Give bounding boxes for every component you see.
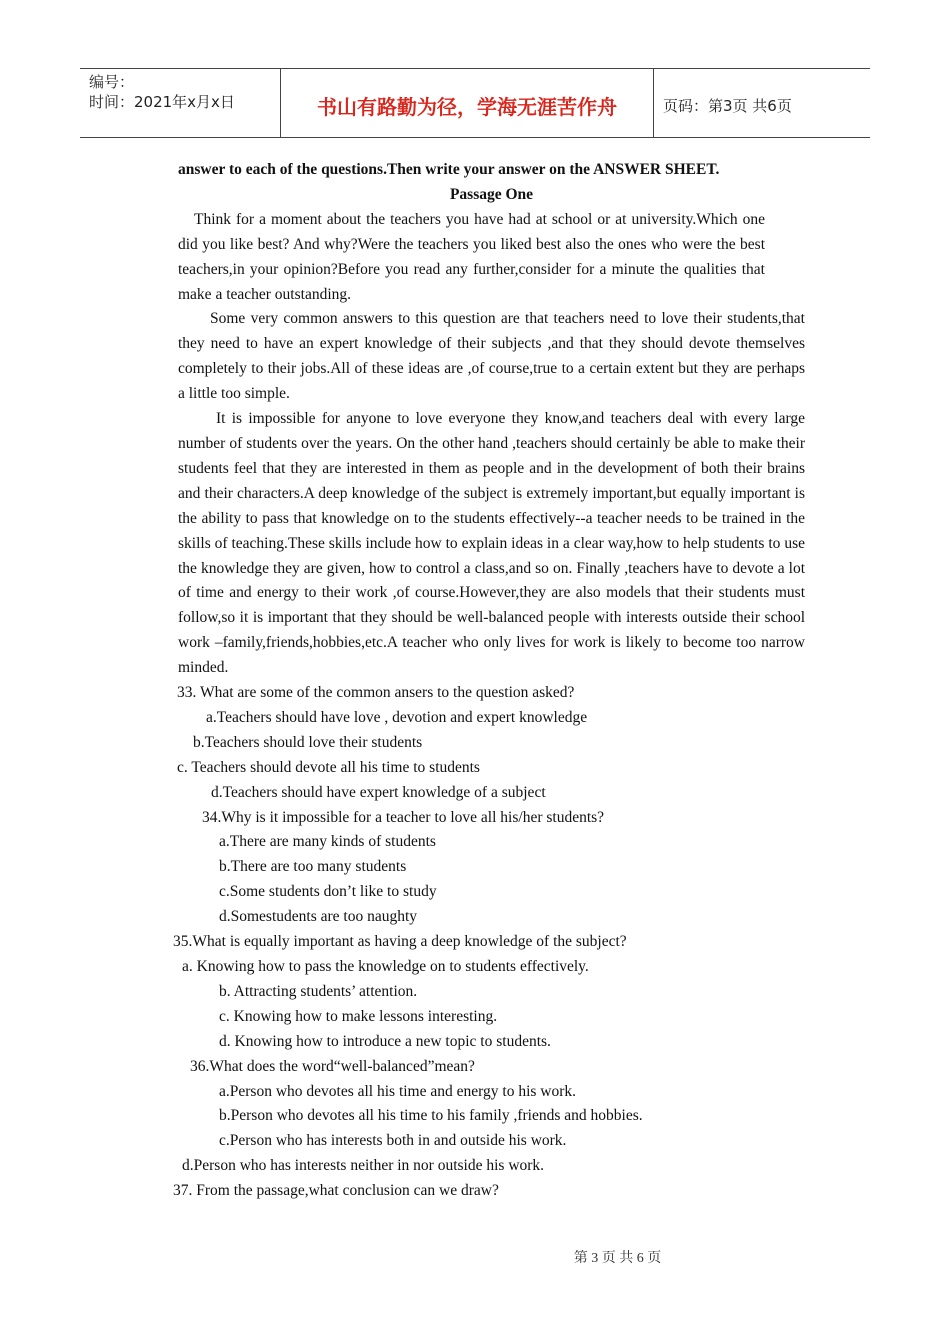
option-35c: c. Knowing how to make lessons interesting.: [219, 1007, 498, 1025]
option-34a: a.There are many kinds of students: [219, 833, 436, 851]
option-33b: b.Teachers should love their students: [193, 733, 423, 751]
paragraph-2: Some very common answers to this question are that teachers need to love their students,that they need to have an expert knowledge of their subjects ,and that they should devote themselves completely to their jobs.All of these ideas are ,of course,true to a certain extent but they are perhaps a little too simple.: [178, 310, 805, 403]
page-footer: 第 3 页 共 6 页: [573, 1251, 662, 1266]
question-37: 37. From the passage,what conclusion can we draw?: [173, 1182, 499, 1200]
document-body: [173, 158, 805, 1204]
option-36a: a.Person who devotes all his time and energy to his work.: [219, 1082, 577, 1100]
time-label: 时间：2021年x月x日: [89, 93, 235, 111]
motto: 书山有路勤为径，学海无涯苦作舟: [317, 95, 617, 119]
question-35: 35.What is equally important as having a deep knowledge of the subject?: [173, 933, 627, 951]
option-36d: d.Person who has interests neither in nor outside his work.: [182, 1157, 545, 1175]
instruction: answer to each of the questions.Then write your answer on the ANSWER SHEET.: [178, 161, 720, 178]
option-34c: c.Some students don’t like to study: [219, 883, 437, 901]
passage-title: Passage One: [449, 185, 534, 203]
option-34d: d.Somestudents are too naughty: [219, 908, 418, 926]
option-33a: a.Teachers should have love , devotion and expert knowledge: [206, 708, 588, 726]
header-motto-cell: [281, 69, 654, 137]
page-label: 页码：第3页 共6页: [663, 97, 792, 115]
option-36b: b.Person who devotes all his time to his family ,friends and hobbies.: [219, 1107, 643, 1125]
option-33c: c. Teachers should devote all his time to students: [177, 758, 480, 776]
question-34: 34.Why is it impossible for a teacher to love all his/her students?: [202, 808, 605, 826]
header-page-cell: [654, 69, 870, 137]
option-35d: d. Knowing how to introduce a new topic to students.: [219, 1032, 551, 1050]
paragraph-1: Think for a moment about the teachers you have had at school or at university.Which one did you like best? And why?Were the teachers you liked best also the ones who were the best teachers,in your opinion?Before you read any further,consider for a minute the qualities that make a teacher outstanding.: [178, 210, 765, 303]
header-info-cell: [80, 69, 281, 137]
paragraph-3: It is impossible for anyone to love everyone they know,and teachers deal with every large number of students over the years. On the other hand ,teachers should certainly be able to make their students feel that they are interested in them as people and in the development of both their brains and their characters.A deep knowledge of the subject is extremely important,but equally important is the ability to pass that knowledge on to the students effectively--a teacher needs to be trained in the skills of teaching.These skills include how to explain ideas in a clear way,how to help students to use the knowledge they are given, how to control a class,and so on. Finally ,teachers have to devote a lot of time and energy to their work ,of course.However,they are also models that their students must follow,so it is important that they should be well-balanced people with interests outside their school work –family,friends,hobbies,etc.A teacher who only lives for work is likely to become too narrow minded.: [178, 410, 805, 677]
question-33: 33. What are some of the common ansers to the question asked?: [177, 684, 575, 702]
page-header: [80, 68, 870, 138]
question-36: 36.What does the word“well-balanced”mean?: [190, 1057, 475, 1075]
option-36c: c.Person who has interests both in and outside his work.: [219, 1132, 567, 1150]
option-33d: d.Teachers should have expert knowledge of a subject: [211, 783, 546, 801]
option-35a: a. Knowing how to pass the knowledge on to students effectively.: [182, 958, 589, 975]
number-label: 编号：: [89, 73, 135, 91]
option-35b: b. Attracting students’ attention.: [219, 982, 418, 1000]
option-34b: b.There are too many students: [219, 858, 407, 876]
